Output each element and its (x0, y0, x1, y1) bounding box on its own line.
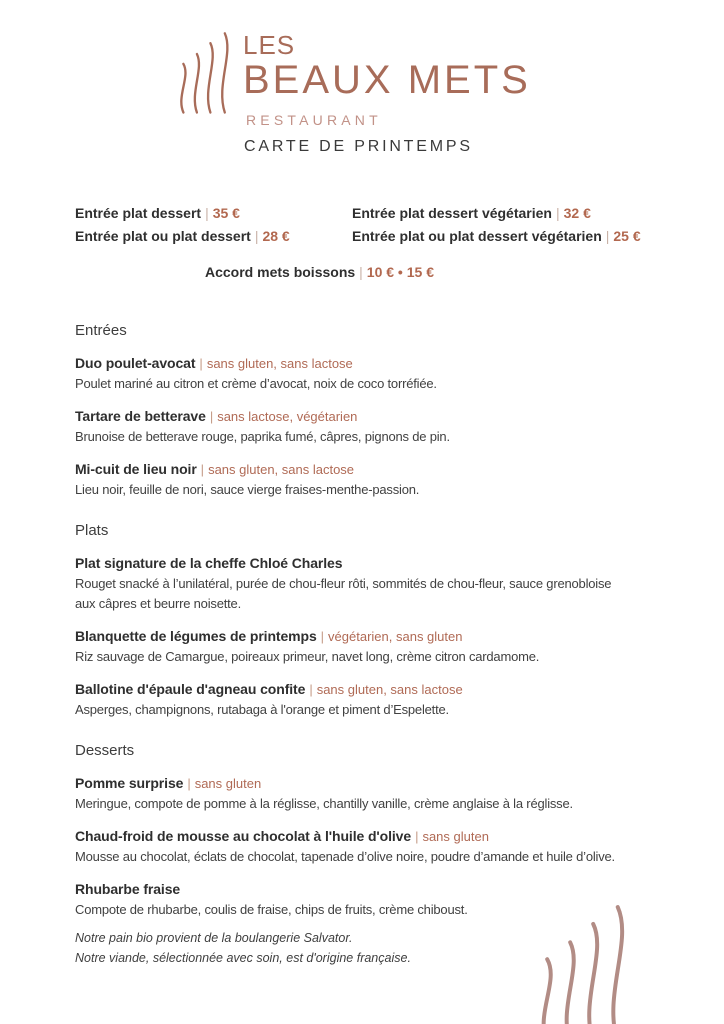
formula-label: Entrée plat dessert (75, 205, 202, 221)
formulas-left-column (75, 202, 290, 248)
brand-name-line2: BEAUX METS (243, 58, 531, 102)
dish-description-line: Brunoise de betterave rouge, paprika fumé, câpres, pignons de pin. (75, 429, 450, 444)
separator: | (309, 682, 313, 697)
dish-name: Mi-cuit de lieu noir (75, 461, 197, 477)
dish-description-line: Lieu noir, feuille de nori, sauce vierge fraises-menthe-passion. (75, 482, 420, 497)
brand-name-line1: LES (243, 30, 296, 60)
drink-pairing-row (205, 261, 434, 284)
page-title: CARTE DE PRINTEMPS (244, 138, 473, 155)
separator: | (205, 205, 209, 221)
separator: | (199, 356, 203, 371)
dish-name: Plat signature de la cheffe Chloé Charles (75, 555, 343, 571)
separator: | (605, 228, 610, 244)
menu-item-header (75, 679, 675, 700)
menu-item (75, 406, 675, 447)
section-title: Desserts (75, 742, 135, 759)
separator: | (359, 264, 363, 280)
menu-sections (75, 322, 675, 942)
menu-item-header (75, 459, 675, 480)
footer-note-line: Notre viande, sélectionnée avec soin, est d'origine française. (75, 951, 411, 965)
menu-item (75, 773, 675, 814)
dish-name: Duo poulet-avocat (75, 355, 196, 371)
dish-name: Rhubarbe fraise (75, 881, 181, 897)
separator: | (254, 228, 259, 244)
footer-note-line: Notre pain bio provient de la boulangerie Salvator. (75, 931, 353, 945)
dish-name: Tartare de betterave (75, 408, 206, 424)
menu-item (75, 353, 675, 394)
dish-description-line: aux câpres et beurre noisette. (75, 596, 241, 611)
formula-row (352, 225, 641, 248)
brand-subtitle: RESTAURANT (246, 112, 382, 128)
dish-description-line: Rouget snacké à l’unilatéral, purée de chou-fleur rôti, sommités de chou-fleur, sauce grenobloise (75, 576, 612, 591)
formula-price: 35 € (212, 205, 240, 221)
menu-item (75, 826, 675, 867)
menu-item-header (75, 553, 675, 574)
separator: | (555, 205, 560, 221)
separator: | (415, 829, 419, 844)
menu-item-header (75, 879, 675, 900)
menu-item-header (75, 626, 675, 647)
dish-name: Chaud-froid de mousse au chocolat à l'huile d'olive (75, 828, 412, 844)
formulas-right-column (352, 202, 641, 248)
menu-item (75, 553, 675, 614)
dish-name: Ballotine d'épaule d'agneau confite (75, 681, 306, 697)
brand-name (243, 32, 531, 100)
dish-description-line: Poulet mariné au citron et crème d’avocat, noix de coco torréfiée. (75, 376, 437, 391)
steam-waves-decoration-icon (538, 904, 630, 1024)
dish-description-line: Riz sauvage de Camargue, poireaux primeur, navet long, crème citron cardamome. (75, 649, 540, 664)
pairing-label: Accord mets boissons (205, 264, 356, 280)
dish-name: Blanquette de légumes de printemps (75, 628, 317, 644)
menu-section (75, 322, 675, 500)
separator: | (200, 462, 205, 477)
formula-label: Entrée plat ou plat dessert végétarien (352, 228, 602, 244)
formula-label: Entrée plat ou plat dessert (75, 228, 251, 244)
formula-price: 25 € (613, 228, 641, 244)
menu-item (75, 626, 675, 667)
dietary-tags: sans gluten, sans lactose (206, 356, 353, 371)
separator: | (320, 629, 325, 644)
formula-price: 32 € (563, 205, 591, 221)
dietary-tags: sans gluten, sans lactose (208, 462, 355, 477)
dish-description-line: Asperges, champignons, rutabaga à l'orange et piment d’Espelette. (75, 702, 449, 717)
dish-name: Pomme surprise (75, 775, 184, 791)
section-title: Plats (75, 522, 109, 539)
formula-price: 28 € (262, 228, 290, 244)
footer-notes (75, 928, 411, 968)
menu-item-header (75, 406, 675, 427)
menu-section (75, 742, 675, 920)
menu-item (75, 459, 675, 500)
dish-description-line: Meringue, compote de pomme à la réglisse, chantilly vanille, crème anglaise à la réglisse. (75, 796, 573, 811)
separator: | (209, 409, 214, 424)
menu-item-header (75, 826, 675, 847)
dietary-tags: sans gluten, sans lactose (316, 682, 463, 697)
menu-section (75, 522, 675, 720)
dish-description-line: Mousse au chocolat, éclats de chocolat, tapenade d’olive noire, poudre d’amande et huile d’olive. (75, 849, 615, 864)
formula-row (75, 225, 290, 248)
dietary-tags: sans gluten (194, 776, 262, 791)
dietary-tags: sans gluten (422, 829, 489, 844)
menu-item (75, 679, 675, 720)
formula-label: Entrée plat dessert végétarien (352, 205, 552, 221)
menu-item-header (75, 773, 675, 794)
steam-waves-icon (178, 30, 232, 114)
dish-description-line: Compote de rhubarbe, coulis de fraise, chips de fruits, crème chiboust. (75, 902, 468, 917)
formula-row (75, 202, 290, 225)
dietary-tags: végétarien, sans gluten (328, 629, 463, 644)
separator: | (187, 776, 191, 791)
section-title: Entrées (75, 322, 127, 339)
menu-item-header (75, 353, 675, 374)
formula-row (352, 202, 641, 225)
pairing-price: 10 € • 15 € (366, 264, 434, 280)
dietary-tags: sans lactose, végétarien (217, 409, 358, 424)
